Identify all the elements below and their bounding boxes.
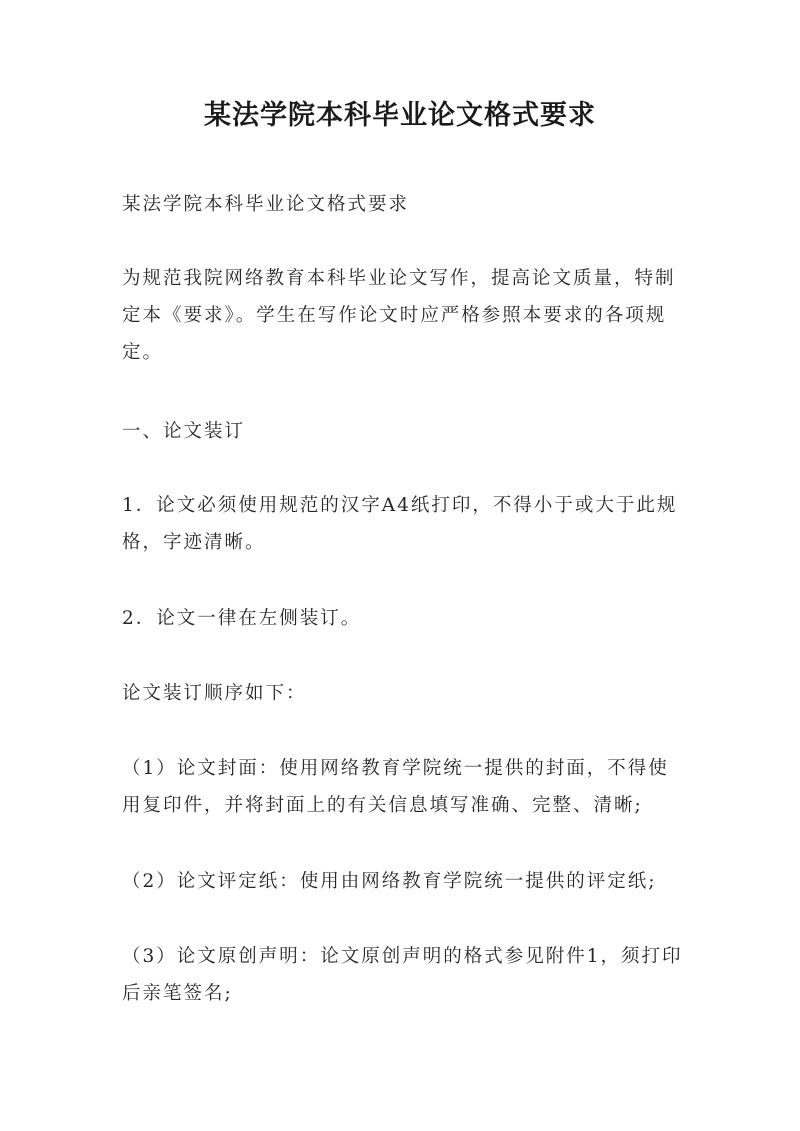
binding-item-2: 2．论文一律在左侧装订。 (122, 608, 362, 629)
binding-order-item-3: （3）论文原创声明：论文原创声明的格式参见附件1，须打印后亲笔签名; (122, 946, 683, 1004)
binding-item-1: 1．论文必须使用规范的汉字A4纸打印，不得小于或大于此规格，字迹清晰。 (122, 495, 678, 553)
intro-paragraph: 为规范我院网络教育本科毕业论文写作，提高论文质量，特制定本《要求》。学生在写作论文时应严格参照本要求的各项规定。 (122, 268, 676, 363)
binding-order-item-1: （1）论文封面：使用网络教育学院统一提供的封面，不得使用复印件，并将封面上的有关信息填写准确、完整、清晰; (122, 758, 669, 816)
binding-order-item-2: （2）论文评定纸：使用由网络教育学院统一提供的评定纸; (122, 871, 657, 892)
section-heading-binding: 一、论文装订 (122, 421, 246, 442)
document-title: 某法学院本科毕业论文格式要求 (204, 100, 596, 131)
document-subtitle: 某法学院本科毕业论文格式要求 (122, 194, 410, 215)
binding-order-heading: 论文装订顺序如下： (122, 683, 307, 704)
